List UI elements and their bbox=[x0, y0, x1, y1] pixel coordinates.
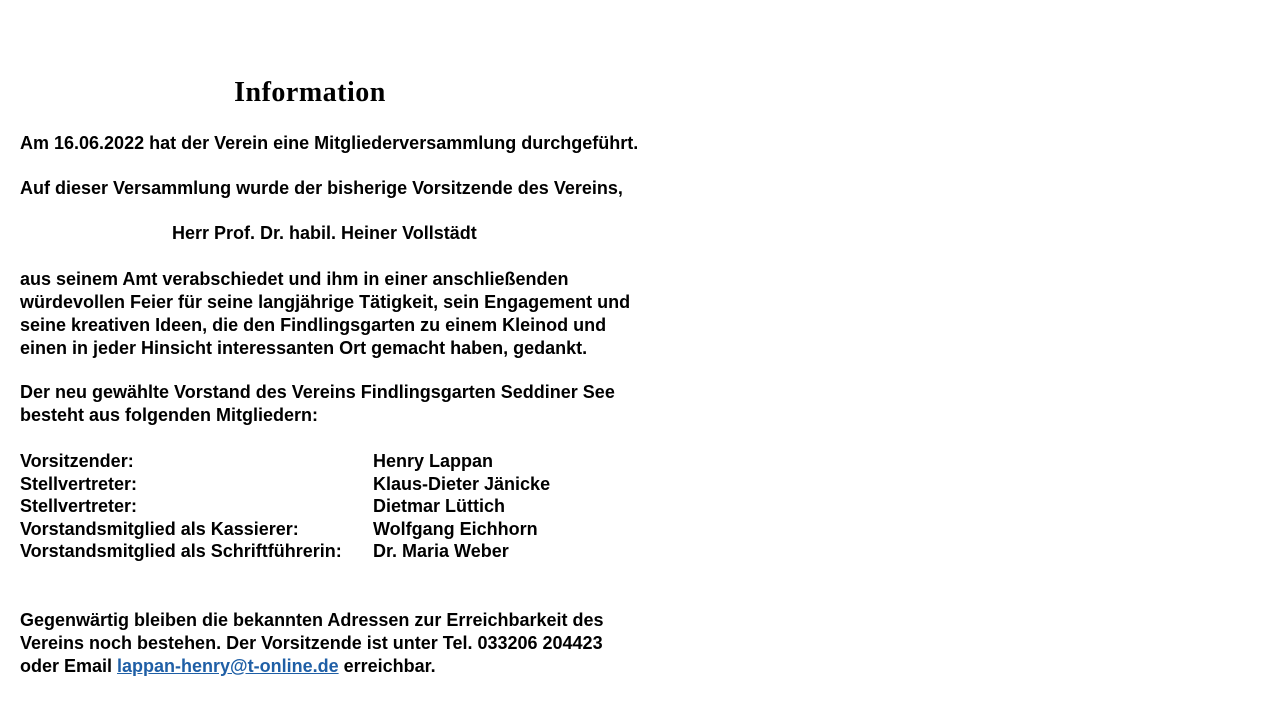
farewell-line: aus seinem Amt verabschiedet und ihm in einer anschließenden bbox=[20, 269, 569, 289]
contact-line: Gegenwärtig bleiben die bekannten Adressen zur Erreichbarkeit des bbox=[20, 610, 604, 630]
board-role: Vorsitzender: bbox=[20, 451, 134, 471]
board-role: Stellvertreter: bbox=[20, 473, 138, 494]
board-member-row bbox=[20, 473, 550, 496]
board-role: Vorstandsmitglied als Kassierer: bbox=[20, 518, 299, 539]
contact-prefix: oder Email bbox=[20, 656, 118, 676]
contact-paragraph bbox=[20, 609, 700, 678]
board-member-row bbox=[20, 540, 550, 563]
board-member-name: Henry Lappan bbox=[373, 451, 494, 471]
board-member-name: Wolfgang Eichhorn bbox=[373, 518, 538, 539]
former-chairman-name: Herr Prof. Dr. habil. Heiner Vollstädt bbox=[172, 223, 477, 243]
contact-suffix: erreichbar. bbox=[338, 656, 436, 676]
new-board-line: Der neu gewählte Vorstand des Vereins Findlingsgarten Seddiner See bbox=[20, 382, 615, 402]
farewell-paragraph bbox=[20, 268, 700, 360]
board-member-row bbox=[20, 495, 550, 518]
farewell-line: einen in jeder Hinsicht interessanten Ort gemacht haben, gedankt. bbox=[20, 338, 588, 358]
new-board-line: besteht aus folgenden Mitgliedern: bbox=[20, 405, 319, 425]
board-member-row bbox=[20, 518, 550, 541]
assembly-paragraph: Auf dieser Versammlung wurde der bisherige Vorsitzende des Vereins, bbox=[20, 178, 623, 198]
board-member-name: Dr. Maria Weber bbox=[373, 541, 509, 562]
page-title: Information bbox=[234, 77, 386, 108]
board-members-list bbox=[20, 450, 550, 563]
board-member-row bbox=[20, 450, 550, 473]
farewell-line: würdevollen Feier für seine langjährige Tätigkeit, sein Engagement und bbox=[20, 292, 631, 312]
meeting-date-paragraph: Am 16.06.2022 hat der Verein eine Mitgliederversammlung durchgeführt. bbox=[20, 133, 639, 153]
email-link[interactable]: lappan-henry@t-online.de bbox=[117, 656, 339, 676]
board-role: Vorstandsmitglied als Schriftführerin: bbox=[20, 541, 342, 562]
board-role: Stellvertreter: bbox=[20, 496, 138, 517]
contact-line: Vereins noch bestehen. Der Vorsitzende ist unter Tel. 033206 204423 bbox=[20, 633, 603, 653]
board-member-name: Klaus-Dieter Jänicke bbox=[373, 473, 551, 494]
farewell-line: seine kreativen Ideen, die den Findlingsgarten zu einem Kleinod und bbox=[20, 315, 607, 335]
board-member-name: Dietmar Lüttich bbox=[373, 496, 506, 517]
new-board-paragraph bbox=[20, 381, 700, 427]
contact-line bbox=[20, 655, 700, 678]
